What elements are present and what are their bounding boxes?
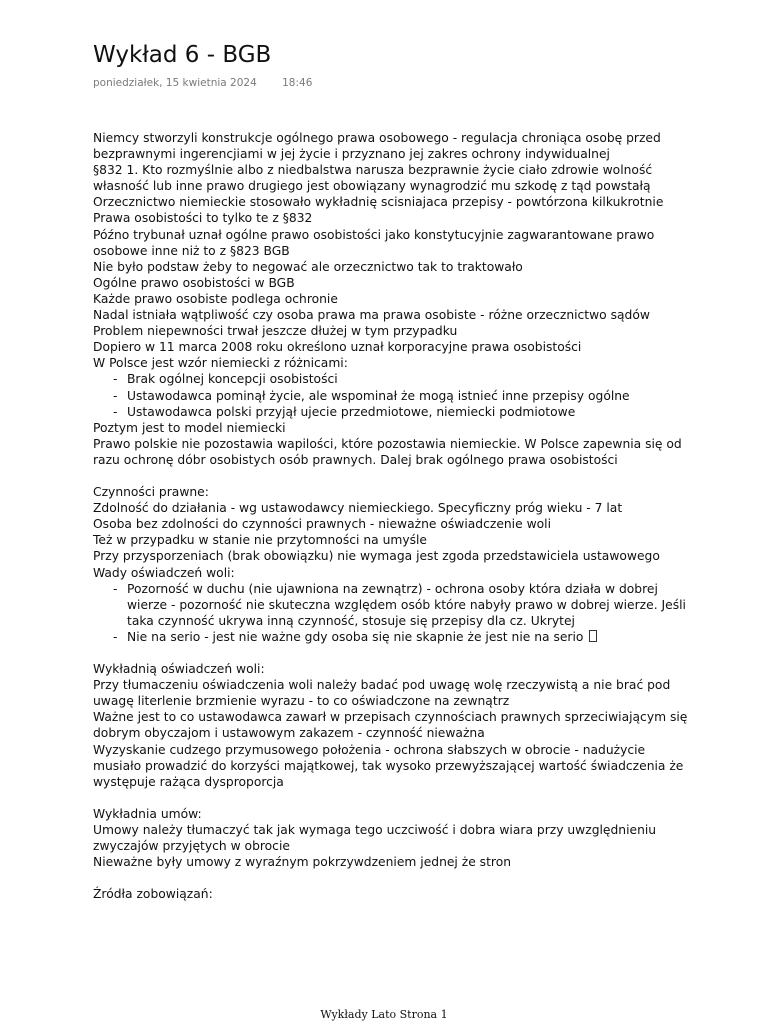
section-zrodla-zobowiazan bbox=[93, 886, 693, 902]
section-heading: Wykładnią oświadczeń woli: bbox=[93, 662, 265, 677]
paragraph: Późno trybunał uznał ogólne prawo osobistości jako konstytucyjnie zagwarantowane prawo osobowe inne niż to z §823 BGB bbox=[93, 227, 655, 258]
emoji-placeholder-icon bbox=[589, 630, 597, 642]
bullet-list bbox=[93, 581, 693, 645]
paragraph: Nadal istniała wątpliwość czy osoba prawa ma prawa osobiste - różne orzecznictwo sądów bbox=[93, 308, 650, 323]
paragraph: §832 1. Kto rozmyślnie albo z niedbalstwa narusza bezprawnie życie ciało zdrowie wolność własność lub inne prawo drugiego jest obowiązany wynagrodzić mu szkodę z tąd powstałą bbox=[93, 163, 653, 194]
paragraph: Zdolność do działania - wg ustawodawcy niemieckiego. Specyficzny próg wieku - 7 lat bbox=[93, 501, 623, 516]
section-heading: Źródła zobowiązań: bbox=[93, 887, 213, 902]
paragraph: Wyzyskanie cudzego przymusowego położenia - ochrona słabszych w obrocie - nadużycie musiało prowadzić do korzyści majątkowej, tak wysoko przewyższającej wartość świadczenia że występuje rażąca dysproporcja bbox=[93, 742, 684, 789]
bullet-list bbox=[93, 371, 693, 419]
list-item: - Ustawodawca pominął życie, ale wspominał że mogą istnieć inne przepisy ogólne bbox=[93, 388, 693, 404]
note-metadata bbox=[93, 77, 312, 89]
paragraph: Przy przysporzeniach (brak obowiązku) nie wymaga jest zgoda przedstawiciela ustawowego bbox=[93, 549, 660, 564]
paragraph: W Polsce jest wzór niemiecki z różnicami: bbox=[93, 356, 348, 371]
note-time: 18:46 bbox=[282, 77, 313, 89]
paragraph: Dopiero w 11 marca 2008 roku określono uznał korporacyjne prawa osobistości bbox=[93, 340, 582, 355]
note-body bbox=[93, 130, 693, 903]
section-heading: Wykładnia umów: bbox=[93, 806, 202, 821]
section-heading: Czynności prawne: bbox=[93, 485, 209, 500]
paragraph: Prawa osobistości to tylko te z §832 bbox=[93, 211, 313, 226]
paragraph: Nie było podstaw żeby to negować ale orzecznictwo tak to traktowało bbox=[93, 259, 523, 274]
paragraph: Osoba bez zdolności do czynności prawnych - nieważne oświadczenie woli bbox=[93, 517, 551, 532]
paragraph: Nieważne były umowy z wyraźnym pokrzywdzeniem jednej że stron bbox=[93, 855, 512, 870]
note-date: poniedziałek, 15 kwietnia 2024 bbox=[93, 77, 257, 89]
list-item: - Ustawodawca polski przyjął ujecie przedmiotowe, niemiecki podmiotowe bbox=[93, 404, 693, 420]
paragraph: Ważne jest to co ustawodawca zawarł w przepisach czynnościach prawnych sprzeciwiającym się dobrym obyczajom i ustawowym zakazem - czynność nieważna bbox=[93, 710, 688, 741]
paragraph: Prawo polskie nie pozostawia wapilości, które pozostawia niemieckie. W Polsce zapewnia się od razu ochronę dóbr osobistych osób prawnych. Dalej brak ogólnego prawa osobistości bbox=[93, 436, 682, 467]
paragraph: Przy tłumaczeniu oświadczenia woli należy badać pod uwagę wolę rzeczywistą a nie brać pod uwagę literlenie brzmienie wyrazu - to co oświadczone na zewnątrz bbox=[93, 678, 671, 709]
page-title: Wykład 6 - BGB bbox=[93, 42, 272, 68]
paragraph: Orzecznictwo niemieckie stosowało wykładnię scisniajaca przepisy - powtórzona kilkukrotnie bbox=[93, 195, 664, 210]
section-wykladnia-oswiadczen bbox=[93, 661, 693, 790]
page-footer: Wykłady Lato Strona 1 bbox=[320, 1008, 448, 1021]
list-item: - Pozorność w duchu (nie ujawniona na zewnątrz) - ochrona osoby która działa w dobrej wierze - pozorność nie skuteczna względem osób które nabyły prawo w dobrej wierze. Jeśli taka czynność ukrywa inną czynność, stosuje się przepisy dla cz. Ukrytej bbox=[93, 581, 693, 629]
paragraph: Też w przypadku w stanie nie przytomności na umyśle bbox=[93, 533, 428, 548]
paragraph: Umowy należy tłumaczyć tak jak wymaga tego uczciwość i dobra wiara przy uwzględnieniu zwyczajów przyjętych w obrocie bbox=[93, 823, 657, 854]
paragraph: Każde prawo osobiste podlega ochronie bbox=[93, 291, 338, 306]
paragraph: Wady oświadczeń woli: bbox=[93, 565, 235, 580]
paragraph: Poztym jest to model niemiecki bbox=[93, 420, 286, 435]
list-item: - Nie na serio - jest nie ważne gdy osoba się nie skapnie że jest nie na serio bbox=[93, 629, 693, 645]
section-intro bbox=[93, 130, 693, 468]
section-wykladnia-umow bbox=[93, 806, 693, 870]
paragraph: Niemcy stworzyli konstrukcje ogólnego prawa osobowego - regulacja chroniąca osobę przed bezprawnymi ingerencjiami w jej życie i przyznano jej zakres ochrony indywidualnej bbox=[93, 131, 661, 162]
section-czynnosci-prawne bbox=[93, 484, 693, 645]
paragraph: Ogólne prawo osobistości w BGB bbox=[93, 275, 295, 290]
paragraph: Problem niepewności trwał jeszcze dłużej w tym przypadku bbox=[93, 324, 458, 339]
list-item: - Brak ogólnej koncepcji osobistości bbox=[93, 371, 693, 387]
